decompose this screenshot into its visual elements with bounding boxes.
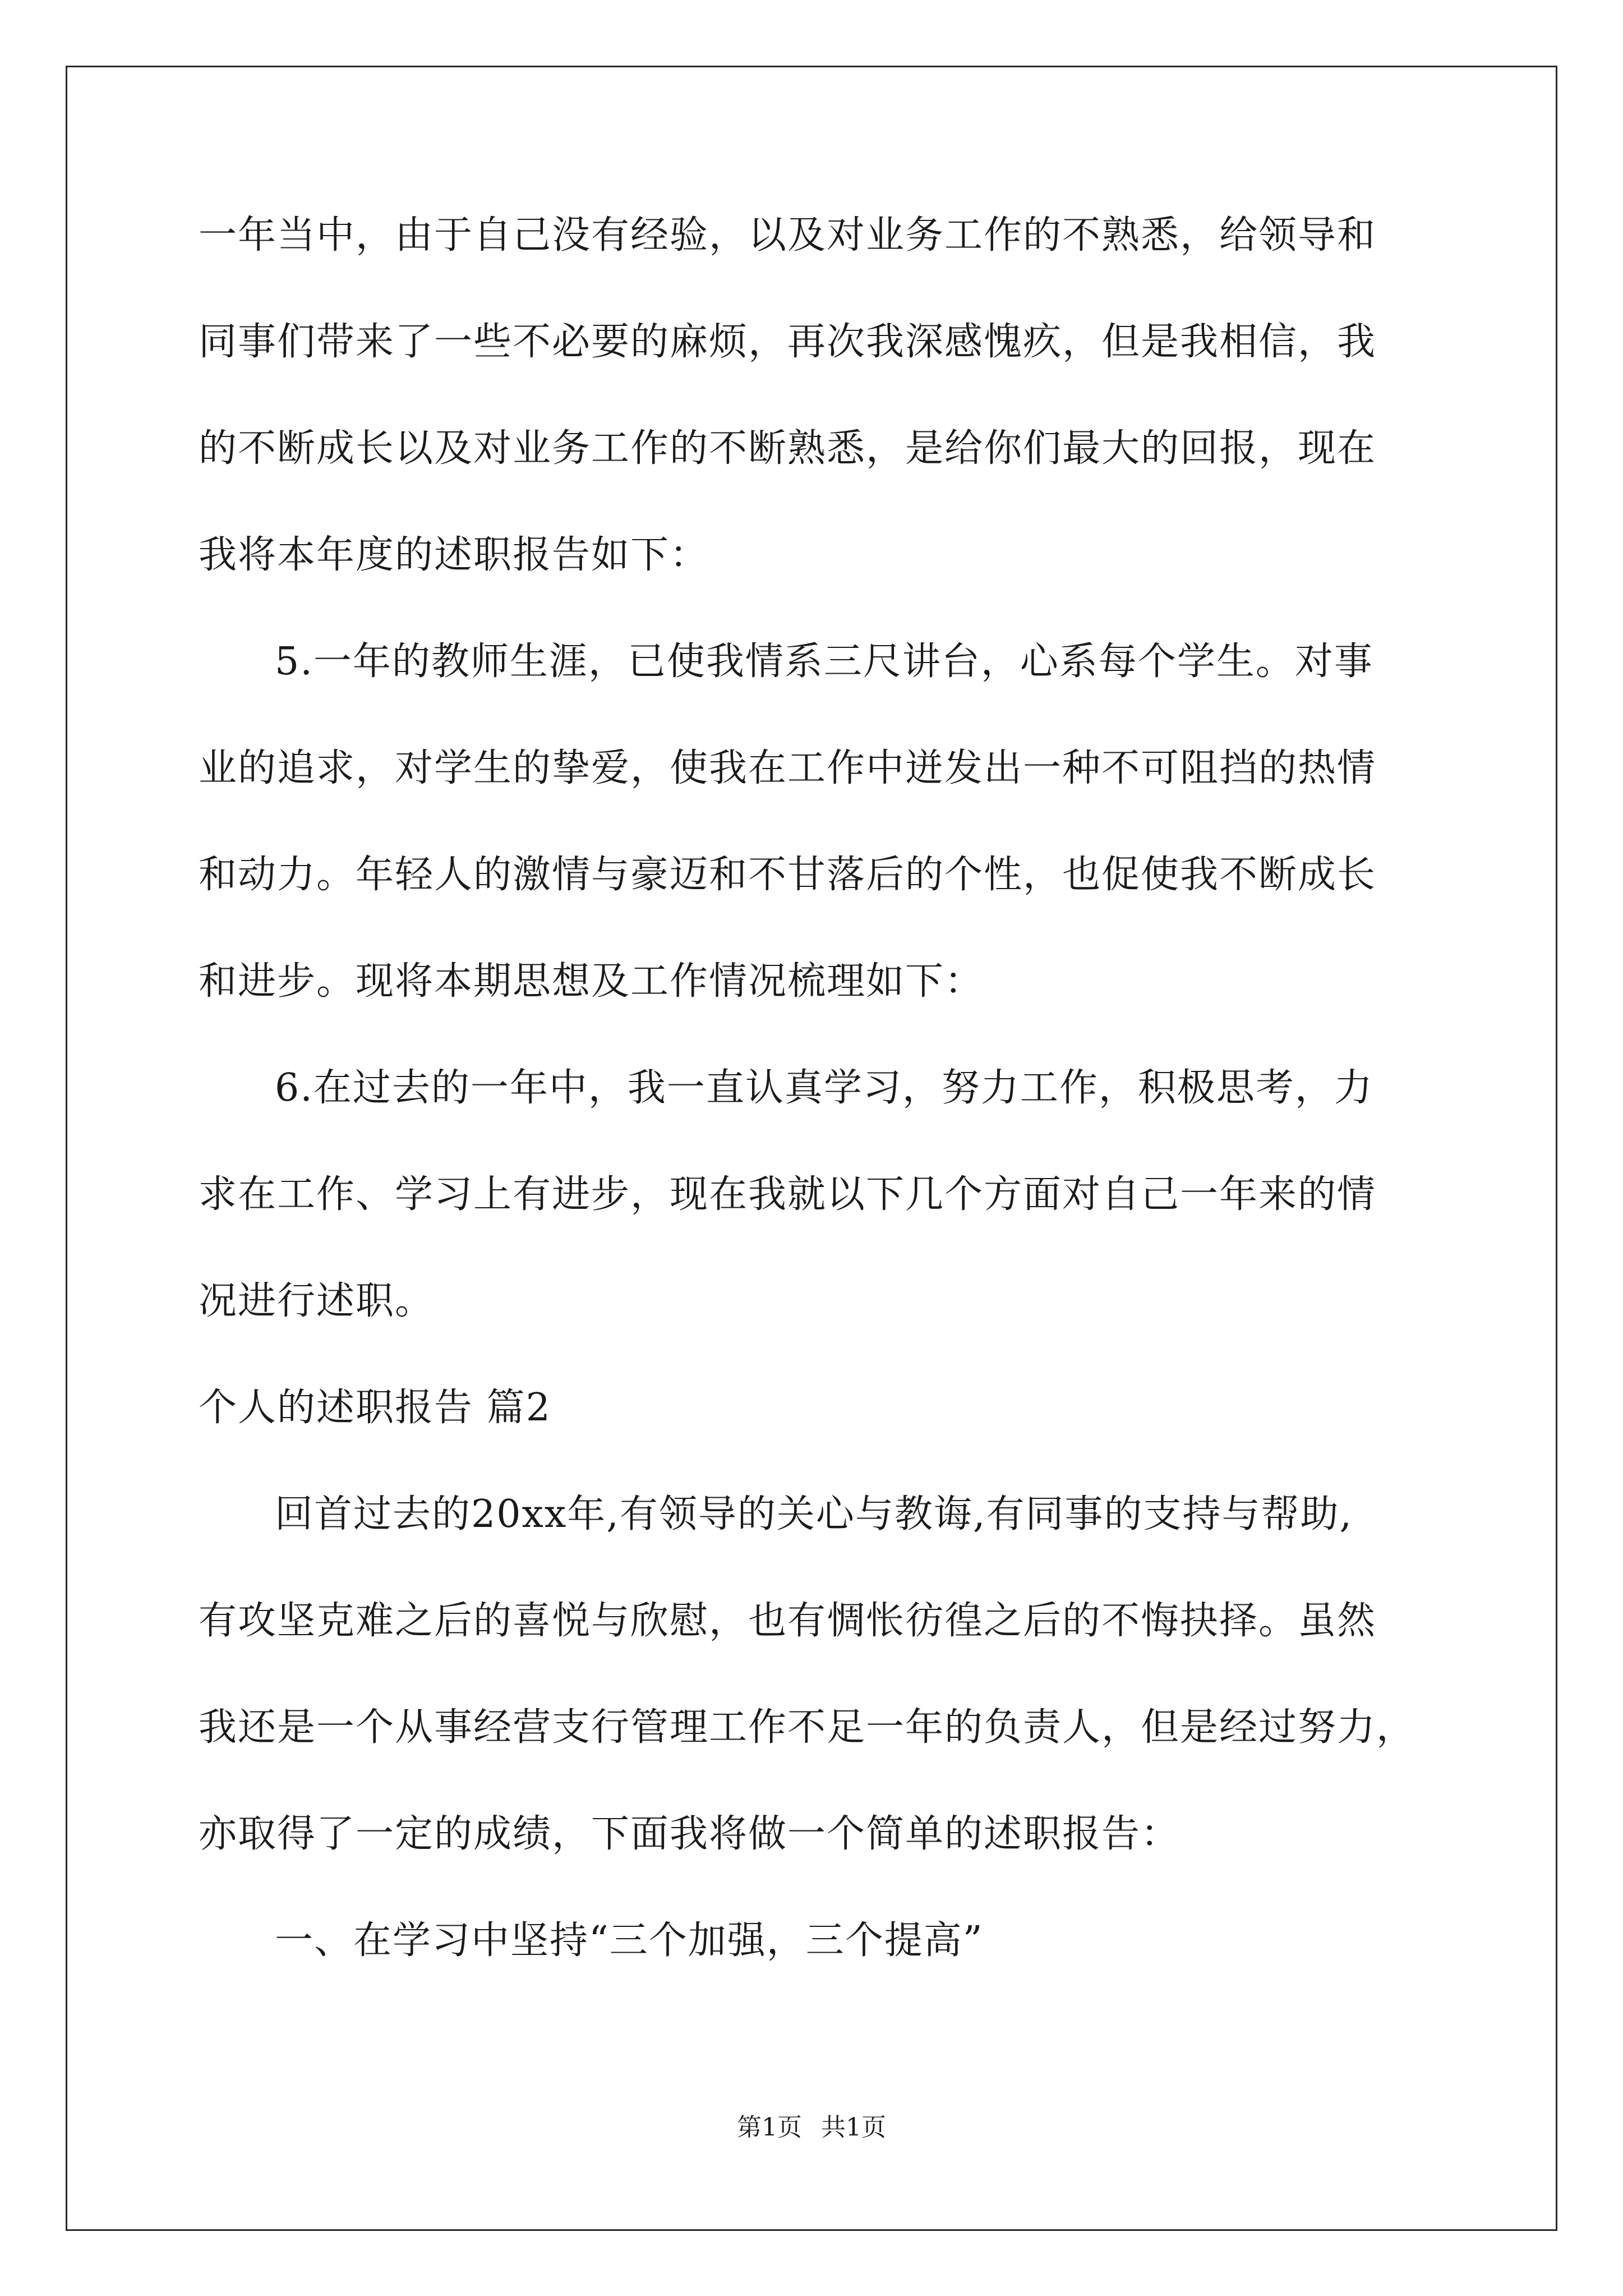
page-number-total: 共1页 — [821, 2113, 886, 2142]
text-line: 的不断成长以及对业务工作的不断熟悉，是给你们最大的回报，现在 — [199, 426, 1377, 471]
page-footer — [0, 2112, 1623, 2143]
page-number-current: 第1页 — [737, 2113, 802, 2142]
paragraph-line-indented: 5.一年的教师生涯，已使我情系三尺讲台，心系每个学生。对事 — [275, 639, 1373, 684]
text-line: 一年当中，由于自己没有经验，以及对业务工作的不熟悉，给领导和 — [199, 213, 1377, 257]
text-line: 亦取得了一定的成绩，下面我将做一个简单的述职报告： — [199, 1812, 1181, 1856]
text-line: 和进步。现将本期思想及工作情况梳理如下： — [199, 959, 984, 1004]
paragraph-line-indented: 6.在过去的一年中，我一直认真学习，努力工作，积极思考，力 — [275, 1066, 1373, 1110]
page-border — [66, 66, 1557, 2231]
paragraph-line-indented: 回首过去的20xx年,有领导的关心与教诲,有同事的支持与帮助, — [275, 1492, 1353, 1536]
section-heading: 个人的述职报告 篇2 — [199, 1386, 551, 1430]
text-line: 求在工作、学习上有进步，现在我就以下几个方面对自己一年来的情 — [199, 1172, 1377, 1217]
text-line: 业的追求，对学生的挚爱，使我在工作中迸发出一种不可阻挡的热情 — [199, 746, 1377, 790]
text-line: 我还是一个从事经营支行管理工作不足一年的负责人，但是经过努力， — [199, 1705, 1416, 1750]
subsection-heading: 一、在学习中坚持“三个加强，三个提高” — [275, 1918, 984, 1963]
text-line: 同事们带来了一些不必要的麻烦，再次我深感愧疚，但是我相信，我 — [199, 320, 1377, 364]
text-line: 况进行述职。 — [199, 1279, 435, 1323]
text-line: 和动力。年轻人的激情与豪迈和不甘落后的个性，也促使我不断成长 — [199, 853, 1377, 897]
text-line: 有攻坚克难之后的喜悦与欣慰，也有惆怅彷徨之后的不悔抉择。虽然 — [199, 1599, 1377, 1643]
text-line: 我将本年度的述职报告如下： — [199, 533, 709, 577]
